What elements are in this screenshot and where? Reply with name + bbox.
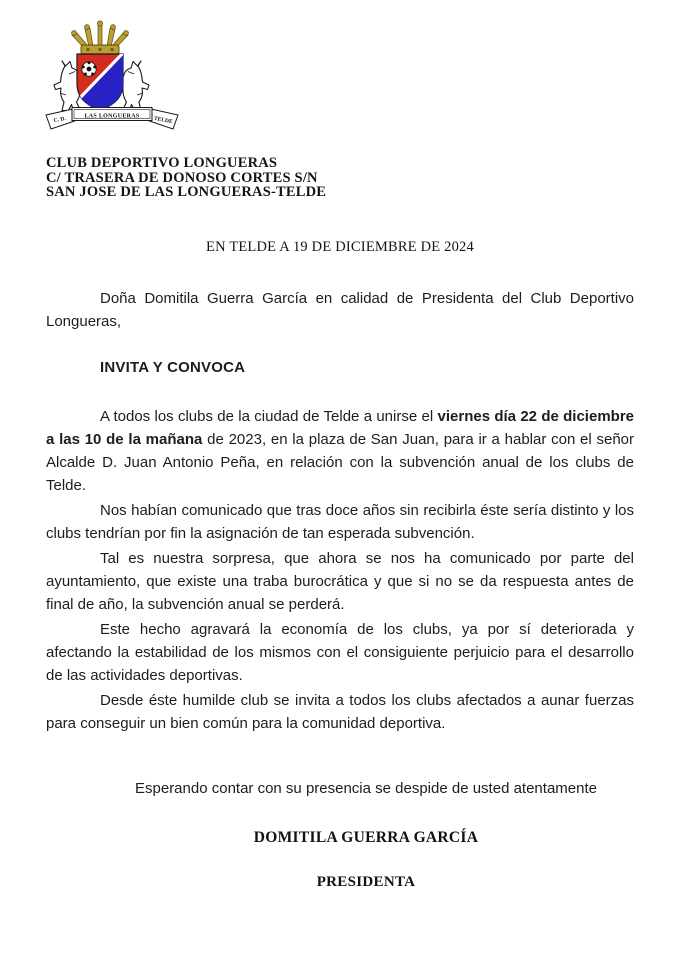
call-text-bold: viernes día 22 de diciembre a las 10 de la mañana [46, 408, 635, 448]
paragraph-intro: Doña Domitila Guerra García en calidad de Presidenta del Club Deportivo Longueras, [46, 290, 634, 330]
paragraph-hecho: Este hecho agravará la economía de los clubs, ya por sí deteriorada y afectando la estabilidad de los mismos con el consiguiente perjuicio para el desarrollo de las actividades deportivas. [46, 621, 634, 684]
letterhead-address: C/ TRASERA DE DONOSO CORTES S/N [46, 169, 318, 186]
paragraph-sorpresa: Tal es nuestra sorpresa, que ahora se nos ha comunicado por parte del ayuntamiento, que existe una traba burocrática y que si no se da respuesta antes de final de año, la subvención anual se perderá. [46, 550, 634, 613]
call-text-post: de 2023, en la plaza de San Juan, para ir a hablar con el señor Alcalde D. Juan Antonio Peña, en relación con la subvención anual de los clubs de Telde. [46, 431, 635, 494]
letterhead-locality: SAN JOSE DE LAS LONGUERAS-TELDE [46, 184, 327, 200]
banner-text-las-longueras: LAS LONGUERAS [84, 113, 140, 120]
date-line: EN TELDE A 19 DE DICIEMBRE DE 2024 [206, 239, 474, 255]
club-crest-logo [38, 8, 186, 140]
crown-icon [72, 21, 129, 54]
letter-body [46, 287, 634, 737]
signature-title: PRESIDENTA [316, 874, 416, 890]
signature-name: DOMITILA GUERRA GARCÍA [253, 829, 479, 846]
banner-text-cd: C. D. [53, 115, 67, 125]
soccer-ball-icon [82, 61, 97, 76]
paragraph-convoca: INVITA Y CONVOCA [100, 359, 246, 376]
call-text-pre: A todos los clubs de la ciudad de Telde a unirse el [100, 408, 438, 425]
paragraph-comunicado: Nos habían comunicado que tras doce años sin recibirla éste sería distinto y los clubs tendrían por fin la asignación de tan esperada subvención. [46, 502, 634, 542]
closing-farewell: Esperando contar con su presencia se despide de usted atentamente [135, 780, 597, 797]
banner-text-telde: TELDE [153, 115, 174, 126]
shield-icon [76, 53, 126, 112]
paragraph-call [46, 405, 634, 497]
paragraph-union: Desde éste humilde club se invita a todos los clubs afectados a aunar fuerzas para conseguir un bien común para la comunidad deportiva. [46, 692, 634, 732]
banner-ribbon [46, 108, 178, 130]
letterhead [46, 156, 326, 200]
letterhead-club-name: CLUB DEPORTIVO LONGUERAS [46, 155, 278, 171]
